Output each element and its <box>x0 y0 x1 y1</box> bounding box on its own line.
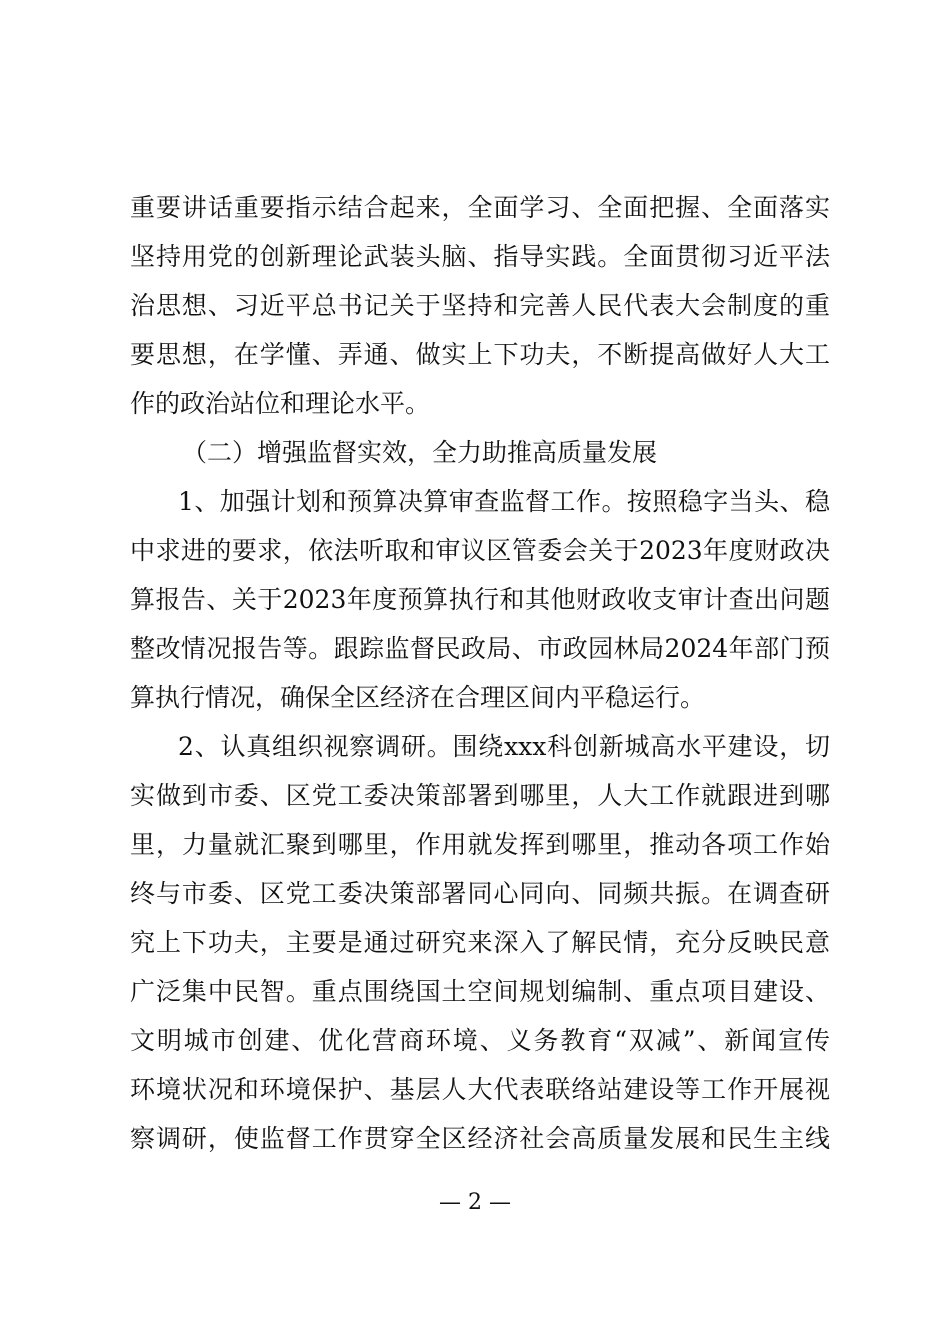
text-line: 要思想，在学懂、弄通、做实上下功夫，不断提高做好人大工 <box>130 340 830 369</box>
text-line: 察调研，使监督工作贯穿全区经济社会高质量发展和民生主线 <box>130 1124 830 1153</box>
text-line: 中求进的要求，依法听取和审议区管委会关于2023年度财政决 <box>130 536 830 565</box>
text-line: 算报告、关于2023年度预算执行和其他财政收支审计查出问题 <box>130 585 830 614</box>
text-line: 治思想、习近平总书记关于坚持和完善人民代表大会制度的重 <box>130 291 830 320</box>
text-line: 终与市委、区党工委决策部署同心同向、同频共振。在调查研 <box>130 879 830 908</box>
text-line: 环境状况和环境保护、基层人大代表联络站建设等工作开展视 <box>130 1075 830 1104</box>
text-line: 整改情况报告等。跟踪监督民政局、市政园林局2024年部门预 <box>130 634 830 663</box>
text-line: 实做到市委、区党工委决策部署到哪里，人大工作就跟进到哪 <box>130 781 830 810</box>
body-text <box>130 183 830 1163</box>
text-line: 里，力量就汇聚到哪里，作用就发挥到哪里，推动各项工作始 <box>130 830 830 859</box>
page-number: — 2 — <box>439 1190 511 1215</box>
text-line: 重要讲话重要指示结合起来，全面学习、全面把握、全面落实 <box>130 193 830 222</box>
paragraph-3 <box>130 722 830 1163</box>
text-line: 作的政治站位和理论水平。 <box>130 389 431 418</box>
text-line: 算执行情况，确保全区经济在合理区间内平稳运行。 <box>130 683 706 712</box>
paragraph-2 <box>130 477 830 722</box>
text-line: 坚持用党的创新理论武装头脑、指导实践。全面贯彻习近平法 <box>130 242 830 271</box>
text-line: 文明城市创建、优化营商环境、义务教育“双减”、新闻宣传 <box>130 1026 830 1055</box>
text-line: 1、加强计划和预算决算审查监督工作。按照稳字当头、稳 <box>178 487 830 516</box>
section-heading: （二）增强监督实效，全力助推高质量发展 <box>182 438 658 467</box>
paragraph-1 <box>130 183 830 428</box>
text-line: 究上下功夫，主要是通过研究来深入了解民情，充分反映民意 <box>130 928 830 957</box>
text-line: 2、认真组织视察调研。围绕xxx科创新城高水平建设，切 <box>178 732 830 761</box>
text-line: 广泛集中民智。重点围绕国土空间规划编制、重点项目建设、 <box>130 977 830 1006</box>
